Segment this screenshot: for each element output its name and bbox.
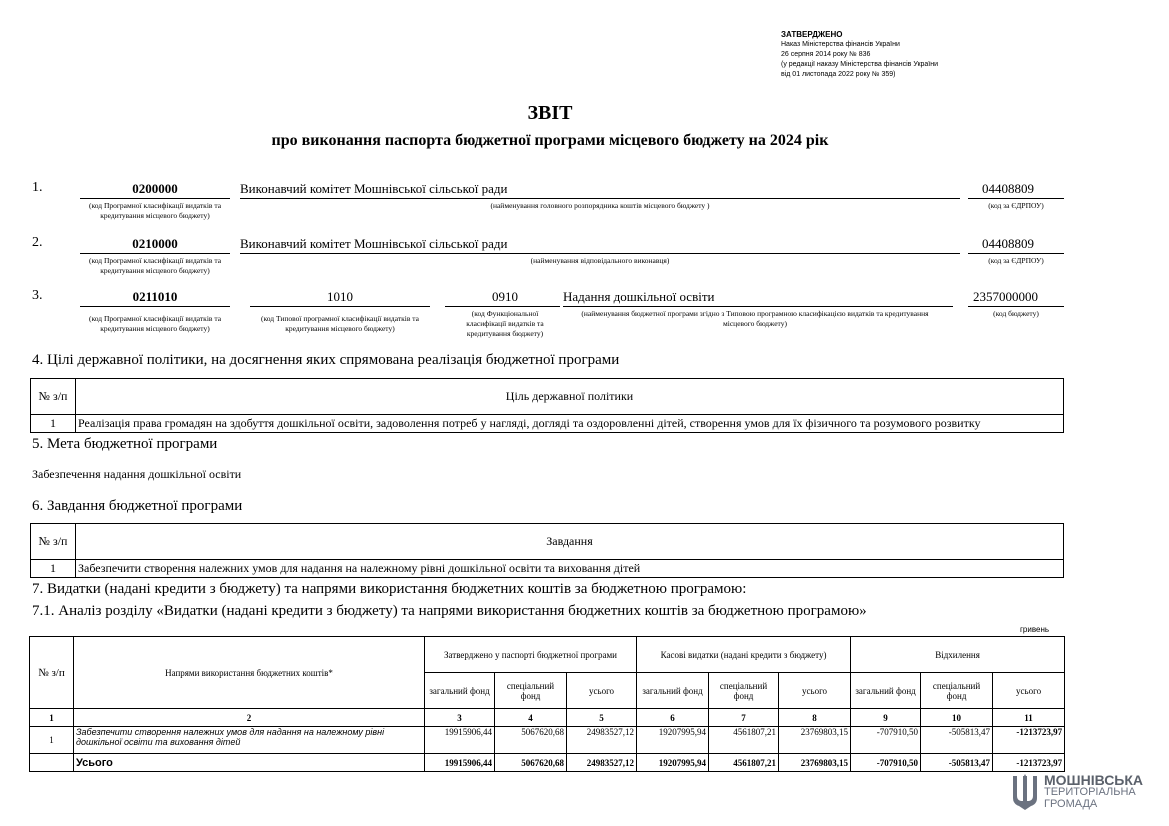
program-code: 0211010: [132, 289, 178, 304]
logo-line: МОШНІВСЬКА: [1044, 772, 1144, 788]
underline: [563, 306, 953, 307]
section-heading: 4. Цілі державної політики, на досягнення яких спрямована реалізація бюджетної програми: [32, 352, 620, 368]
section-heading: 7. Видатки (надані кредити з бюджету) та напрями використання бюджетних коштів за бюджетною програмою:: [32, 581, 747, 597]
value-cell: 19207995,94: [637, 727, 709, 754]
logo-line: ГРОМАДА: [1044, 798, 1098, 810]
edrpou-code: 04408809: [982, 236, 1034, 251]
value-cell: 4561807,21: [709, 727, 779, 754]
total-value: 19207995,94: [637, 754, 709, 772]
currency-unit: гривень: [1020, 625, 1050, 634]
row-num: 1: [31, 415, 76, 433]
approval-line: від 01 листопада 2022 року № 359): [781, 71, 896, 78]
col-header-num: № з/п: [31, 379, 76, 415]
row-text: Забезпечити створення належних умов для надання на належному рівні дошкільної освіти та виховання дітей: [76, 560, 1064, 578]
trident-icon: [1010, 772, 1040, 812]
column-number-row: [30, 709, 1065, 727]
col-header-num: № з/п: [31, 524, 76, 560]
table-row: [31, 560, 1064, 578]
program-code: 0210000: [132, 236, 178, 251]
sub-header-special: спеціальний фонд: [709, 673, 779, 709]
row-num: 1: [30, 727, 74, 754]
typical-code: 1010: [327, 289, 353, 304]
approval-line: 26 серпня 2014 року № 836: [781, 51, 871, 58]
document-subtitle: про виконання паспорта бюджетної програми місцевого бюджету на 2024 рік: [271, 132, 829, 149]
column-number: 2: [74, 709, 425, 727]
total-value: -1213723,97: [993, 754, 1065, 772]
section-subheading: 7.1. Аналіз розділу «Видатки (надані кредити з бюджету) та напрями використання бюджетних коштів за бюджетною програмою»: [32, 603, 867, 619]
caption: (код за ЄДРПОУ): [988, 201, 1044, 210]
caption: (код за ЄДРПОУ): [988, 256, 1044, 265]
caption: (найменування відповідального виконавця): [530, 256, 670, 265]
column-number: 3: [425, 709, 495, 727]
program-purpose: Забезпечення надання дошкільної освіти: [32, 467, 242, 481]
col-header-num: № з/п: [30, 637, 74, 709]
underline: [80, 306, 230, 307]
table-row: [31, 415, 1064, 433]
total-row: [30, 754, 1065, 772]
group-header-approved: Затверджено у паспорті бюджетної програми: [425, 637, 637, 673]
approval-block: [781, 30, 938, 80]
empty-cell: [30, 754, 74, 772]
total-label: Усього: [74, 754, 425, 772]
total-value: 19915906,44: [425, 754, 495, 772]
group-header-deviation: Відхилення: [851, 637, 1065, 673]
goals-table: [30, 378, 1064, 433]
community-logo: [1010, 772, 1155, 816]
column-number: 6: [637, 709, 709, 727]
underline: [80, 253, 230, 254]
underline: [240, 198, 960, 199]
total-value: 5067620,68: [495, 754, 567, 772]
sub-header-total: усього: [779, 673, 851, 709]
underline: [250, 306, 430, 307]
value-cell: 5067620,68: [495, 727, 567, 754]
table-row: [30, 727, 1065, 754]
total-value: 24983527,12: [567, 754, 637, 772]
section-heading: 6. Завдання бюджетної програми: [32, 498, 243, 514]
sub-header-total: усього: [567, 673, 637, 709]
functional-code: 0910: [492, 289, 518, 304]
underline: [968, 306, 1064, 307]
sub-header-general: загальний фонд: [425, 673, 495, 709]
row-text: Реалізація права громадян на здобуття дошкільної освіти, задоволення потреб у нагляді, догляді та оздоровленні дітей, створення умов для їх фізичного та розумового розвитку: [76, 415, 1064, 433]
caption: (код Типової програмної класифікації видатків та кредитування місцевого бюджету): [260, 314, 420, 333]
item-number: 3.: [32, 288, 43, 303]
col-header-direction: Напрями використання бюджетних коштів*: [74, 637, 425, 709]
value-cell: 24983527,12: [567, 727, 637, 754]
value-cell: 23769803,15: [779, 727, 851, 754]
edrpou-code: 04408809: [982, 181, 1034, 196]
underline: [80, 198, 230, 199]
item-number: 1.: [32, 180, 43, 195]
total-value: -707910,50: [851, 754, 921, 772]
underline: [968, 253, 1064, 254]
item-number: 2.: [32, 235, 43, 250]
column-number: 10: [921, 709, 993, 727]
expenses-table: [29, 636, 1065, 772]
sub-header-general: загальний фонд: [851, 673, 921, 709]
total-value: 4561807,21: [709, 754, 779, 772]
column-number: 9: [851, 709, 921, 727]
approval-line: (у редакції наказу Міністерства фінансів України: [781, 61, 939, 68]
caption: (найменування бюджетної програми згідно з Типовою програмною класифікацією видатків та кредитування місцевого бюджету): [581, 309, 929, 328]
caption: (код бюджету): [993, 309, 1039, 318]
budget-code: 2357000000: [973, 289, 1038, 304]
sub-header-special: спеціальний фонд: [495, 673, 567, 709]
value-cell: -707910,50: [851, 727, 921, 754]
approval-line: Наказ Міністерства фінансів України: [781, 41, 900, 48]
document-title: ЗВІТ: [527, 102, 573, 124]
value-cell: 19915906,44: [425, 727, 495, 754]
caption: (найменування головного розпорядника коштів місцевого бюджету ): [490, 201, 710, 210]
manager-name: Виконавчий комітет Мошнівської сільської ради: [240, 181, 508, 196]
logo-line: ТЕРИТОРІАЛЬНА: [1044, 786, 1136, 798]
column-number: 5: [567, 709, 637, 727]
tasks-table: [30, 523, 1064, 578]
caption: (код Програмної класифікації видатків та кредитування місцевого бюджету): [88, 314, 222, 333]
value-cell: -505813,47: [921, 727, 993, 754]
col-header-goal: Ціль державної політики: [76, 379, 1064, 415]
sub-header-special: спеціальний фонд: [921, 673, 993, 709]
col-header-task: Завдання: [76, 524, 1064, 560]
program-name: Надання дошкільної освіти: [563, 289, 715, 304]
caption: (код Програмної класифікації видатків та кредитування місцевого бюджету): [88, 201, 222, 220]
column-number: 7: [709, 709, 779, 727]
underline: [968, 198, 1064, 199]
column-number: 1: [30, 709, 74, 727]
row-num: 1: [31, 560, 76, 578]
caption: (код Програмної класифікації видатків та кредитування місцевого бюджету): [88, 256, 222, 275]
caption: (код Функціональної класифікації видатків та кредитування бюджету): [466, 309, 544, 338]
sub-header-general: загальний фонд: [637, 673, 709, 709]
total-value: 23769803,15: [779, 754, 851, 772]
column-number: 8: [779, 709, 851, 727]
column-number: 4: [495, 709, 567, 727]
total-value: -505813,47: [921, 754, 993, 772]
group-header-cash: Касові видатки (надані кредити з бюджету): [637, 637, 851, 673]
program-code: 0200000: [132, 181, 178, 196]
column-number: 11: [993, 709, 1065, 727]
section-heading: 5. Мета бюджетної програми: [32, 436, 218, 452]
approval-heading: ЗАТВЕРДЖЕНО: [781, 30, 843, 39]
row-direction: Забезпечити створення належних умов для надання на належному рівні дошкільної освіти та виховання дітей: [74, 727, 425, 754]
underline: [445, 306, 560, 307]
sub-header-total: усього: [993, 673, 1065, 709]
value-cell: -1213723,97: [993, 727, 1065, 754]
executor-name: Виконавчий комітет Мошнівської сільської ради: [240, 236, 508, 251]
underline: [240, 253, 960, 254]
